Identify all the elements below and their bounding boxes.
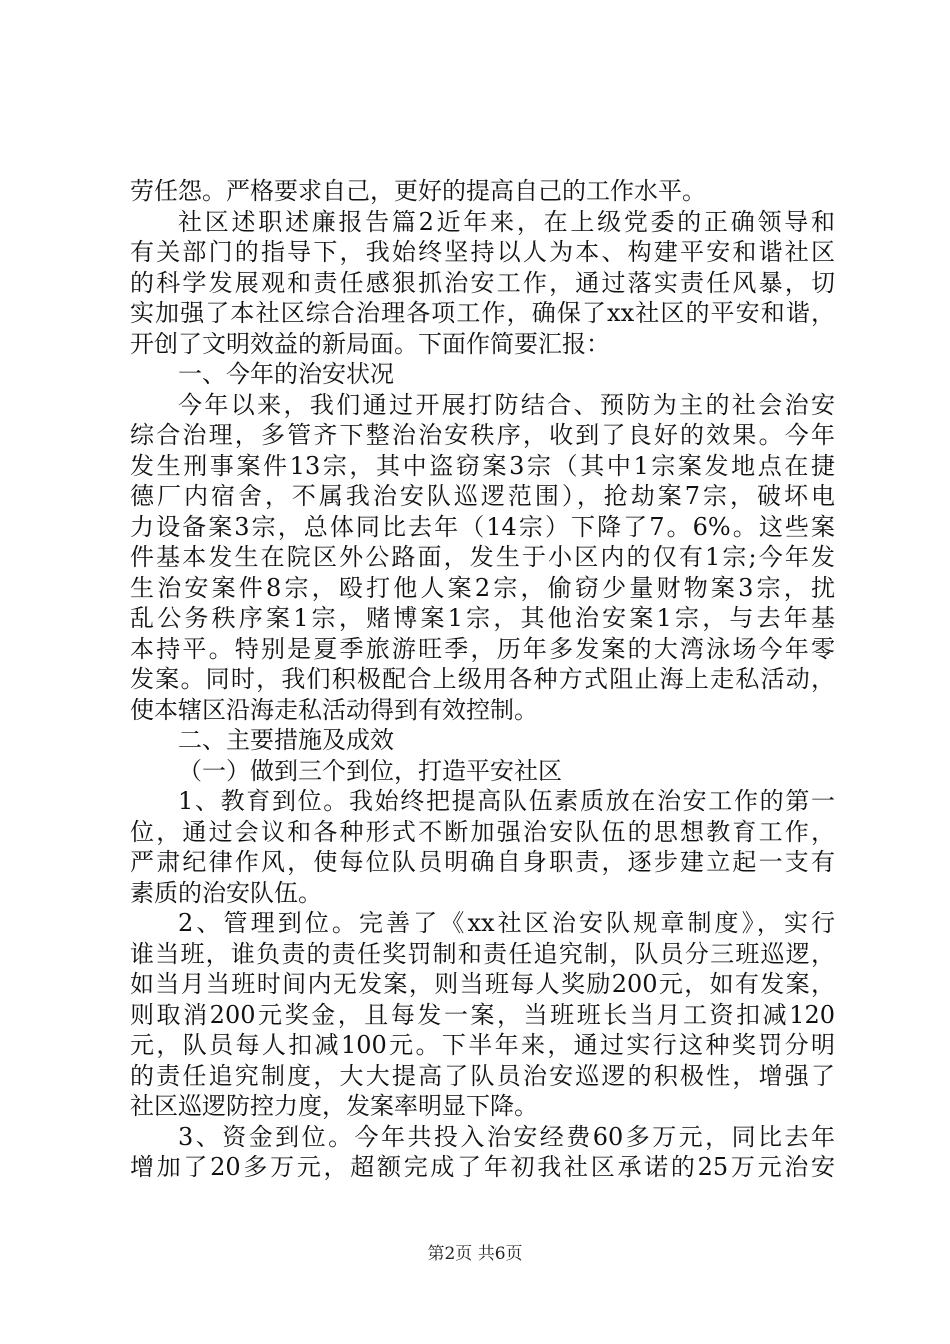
text-line: 乱公务秩序案1宗，赌博案1宗，其他治安案1宗，与去年基 <box>130 604 835 632</box>
text-line: 发生刑事案件13宗，其中盗窃案3宗（其中1宗案发地点在捷 <box>130 451 835 480</box>
text-line: 劳任怨。严格要求自己，更好的提高自己的工作水平。 <box>130 177 706 205</box>
text-line: 综合治理，多管齐下整治治安秩序，收到了良好的效果。今年 <box>130 421 835 449</box>
text-line: 社区述职述廉报告篇2近年来，在上级党委的正确领导和 <box>178 207 835 236</box>
text-line: 3、资金到位。今年共投入治安经费60多万元，同比去年 <box>178 1122 835 1151</box>
text-line: 严肃纪律作风，使每位队员明确自身职责，逐步建立起一支有 <box>130 848 835 876</box>
paragraph-continued <box>130 176 835 207</box>
text-line: 谁当班，谁负责的责任奖罚制和责任追究制，队员分三班巡逻， <box>130 939 835 968</box>
subsection-heading-1 <box>130 756 835 787</box>
text-line: 则取消200元奖金，且每发一案，当班班长当月工资扣减120 <box>130 1000 835 1029</box>
text-line: 开创了文明效益的新局面。下面作简要汇报： <box>130 329 610 358</box>
text-line: 社区巡逻防控力度，发案率明显下降。 <box>130 1092 538 1120</box>
heading-text: 二、主要措施及成效 <box>178 726 394 754</box>
document-body <box>130 176 835 1183</box>
text-line: 位，通过会议和各种形式不断加强治安队伍的思想教育工作， <box>130 817 835 846</box>
text-line: 的责任追究制度，大大提高了队员治安巡逻的积极性，增强了 <box>130 1061 835 1090</box>
page-footer <box>0 1242 950 1266</box>
text-line: 如当月当班时间内无发案，则当班每人奖励200元，如有发案， <box>130 970 835 998</box>
section-heading-2 <box>130 725 835 756</box>
text-line: 发案。同时，我们积极配合上级用各种方式阻止海上走私活动， <box>130 665 835 693</box>
section-heading-1 <box>130 359 835 390</box>
text-line: 本持平。特别是夏季旅游旺季，历年多发案的大湾泳场今年零 <box>130 634 835 663</box>
text-line: 使本辖区沿海走私活动得到有效控制。 <box>130 695 538 724</box>
paragraph-report-opening <box>130 207 835 360</box>
paragraph-education <box>130 786 835 908</box>
text-line: 今年以来，我们通过开展打防结合、预防为主的社会治安 <box>178 390 835 419</box>
text-line: 实加强了本社区综合治理各项工作，确保了xx社区的平安和谐， <box>130 299 835 327</box>
text-line: 有关部门的指导下，我始终坚持以人为本、构建平安和谐社区 <box>130 238 835 266</box>
page-number-label: 第2页 共6页 <box>427 1244 523 1264</box>
text-line: 素质的治安队伍。 <box>130 878 322 907</box>
text-line: 德厂内宿舍，不属我治安队巡逻范围），抢劫案7宗，破坏电 <box>130 482 835 510</box>
text-line: 2、管理到位。完善了《xx社区治安队规章制度》，实行 <box>178 909 835 937</box>
text-line: 生治安案件8宗，殴打他人案2宗，偷窃少量财物案3宗，扰 <box>130 573 835 602</box>
text-line: 件基本发生在院区外公路面，发生于小区内的仅有1宗;今年发 <box>130 543 835 571</box>
text-line: 的科学发展观和责任感狠抓治安工作，通过落实责任风暴，切 <box>130 268 835 297</box>
paragraph-management <box>130 908 835 1122</box>
paragraph-security-status <box>130 390 835 726</box>
text-line: 1、教育到位。我始终把提高队伍素质放在治安工作的第一 <box>178 787 835 815</box>
paragraph-funding <box>130 1122 835 1183</box>
heading-text: 一、今年的治安状况 <box>178 360 394 388</box>
text-line: 增加了20多万元，超额完成了年初我社区承诺的25万元治安 <box>130 1153 835 1181</box>
text-line: 元，队员每人扣减100元。下半年来，通过实行这种奖罚分明 <box>130 1031 835 1059</box>
text-line: 力设备案3宗，总体同比去年（14宗）下降了7。6%。这些案 <box>130 512 835 541</box>
heading-text: （一）做到三个到位，打造平安社区 <box>178 756 562 785</box>
